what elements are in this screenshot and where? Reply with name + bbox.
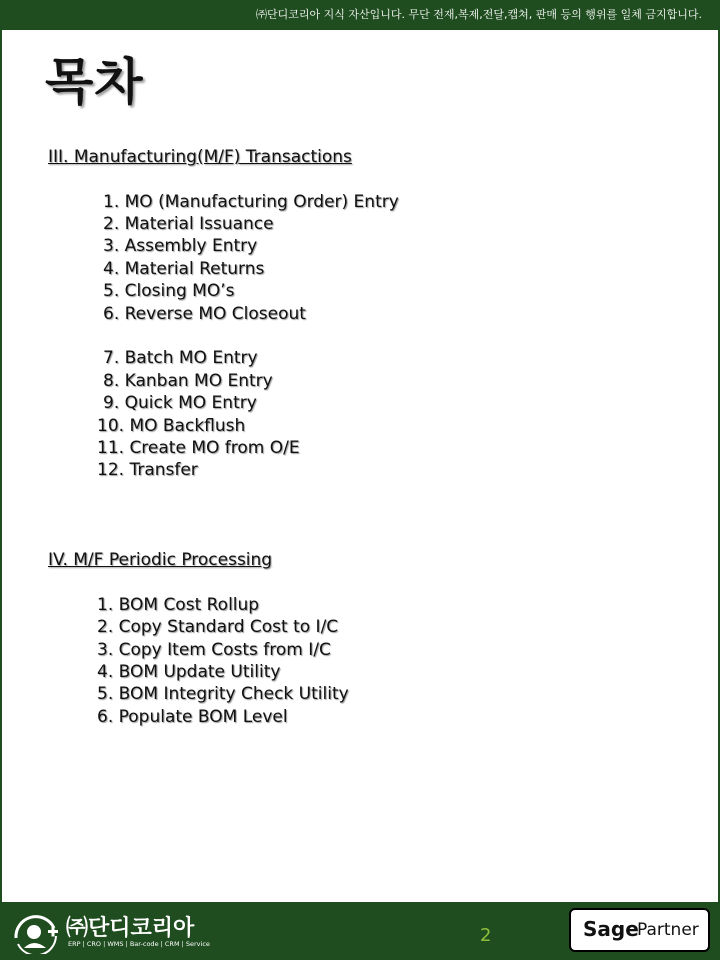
list-item: 12. Transfer: [97, 460, 198, 480]
list-item: 8. Kanban MO Entry: [103, 371, 273, 391]
list-item: 5. Closing MO’s: [103, 281, 235, 301]
sage-partner-badge: [569, 908, 710, 952]
list-item: 3. Copy Item Costs from I/C: [97, 640, 331, 660]
list-item: 2. Copy Standard Cost to I/C: [97, 617, 339, 637]
list-item: 4. Material Returns: [103, 259, 265, 279]
section-heading-manufacturing-transactions: III. Manufacturing(M/F) Transactions: [48, 147, 352, 167]
page-number: 2: [480, 925, 492, 946]
company-tagline: ERP | CRO | WMS | Bar-code | CRM | Service: [68, 940, 210, 948]
list-item: 5. BOM Integrity Check Utility: [97, 684, 349, 704]
company-name: ㈜단디코리아: [66, 916, 195, 941]
copyright-notice: ㈜단디코리아 지식 자산입니다. 무단 전재,복제,전달,캡쳐, 판매 등의 행위를 일체 금지합니다.: [0, 0, 720, 30]
list-item: 7. Batch MO Entry: [103, 348, 258, 368]
list-item: 2. Material Issuance: [103, 214, 274, 234]
sage-logo: Sage: [583, 917, 639, 941]
list-item: 6. Reverse MO Closeout: [103, 304, 306, 324]
partner-label: Partner: [637, 920, 699, 940]
company-logo-icon: [8, 908, 64, 954]
list-item: 4. BOM Update Utility: [97, 662, 281, 682]
section-heading-periodic-processing: IV. M/F Periodic Processing: [48, 550, 273, 570]
list-item: 10. MO Backflush: [97, 416, 246, 436]
list-item: 1. MO (Manufacturing Order) Entry: [103, 192, 399, 212]
page-title: 목차: [45, 53, 144, 111]
list-item: 3. Assembly Entry: [103, 236, 258, 256]
list-item: 1. BOM Cost Rollup: [97, 595, 260, 615]
list-item: 6. Populate BOM Level: [97, 707, 288, 727]
list-item: 11. Create MO from O/E: [97, 438, 300, 458]
list-item: 9. Quick MO Entry: [103, 393, 257, 413]
